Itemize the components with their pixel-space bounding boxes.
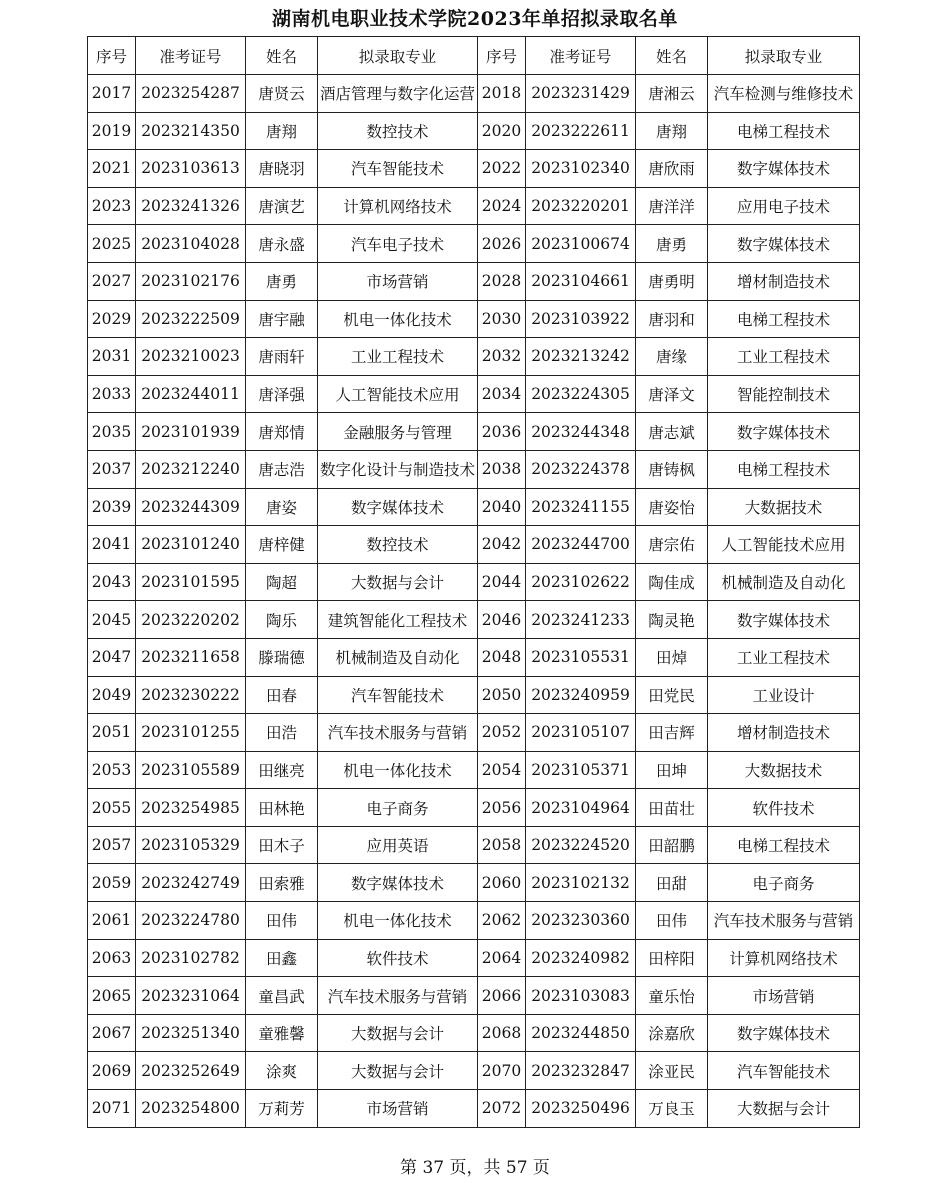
- column-header-exam-number: 准考证号: [136, 37, 246, 75]
- cell-seq-number: 2046: [478, 601, 526, 639]
- cell-student-name: 唐志浩: [246, 450, 318, 488]
- cell-admitted-major: 应用英语: [318, 826, 478, 864]
- cell-exam-number: 2023242749: [136, 864, 246, 902]
- cell-student-name: 童昌武: [246, 977, 318, 1015]
- cell-seq-number: 2047: [88, 638, 136, 676]
- cell-seq-number: 2065: [88, 977, 136, 1015]
- cell-seq-number: 2030: [478, 300, 526, 338]
- cell-student-name: 田党民: [636, 676, 708, 714]
- cell-seq-number: 2018: [478, 75, 526, 113]
- cell-admitted-major: 应用电子技术: [708, 187, 860, 225]
- cell-student-name: 田甜: [636, 864, 708, 902]
- cell-admitted-major: 电梯工程技术: [708, 112, 860, 150]
- cell-seq-number: 2036: [478, 413, 526, 451]
- table-row: [88, 112, 860, 150]
- table-row: [88, 789, 860, 827]
- table-row: [88, 225, 860, 263]
- cell-seq-number: 2069: [88, 1052, 136, 1090]
- cell-student-name: 田伟: [636, 902, 708, 940]
- cell-seq-number: 2017: [88, 75, 136, 113]
- cell-student-name: 唐宇融: [246, 300, 318, 338]
- cell-exam-number: 2023212240: [136, 450, 246, 488]
- cell-student-name: 陶灵艳: [636, 601, 708, 639]
- column-header-exam-number: 准考证号: [526, 37, 636, 75]
- cell-admitted-major: 酒店管理与数字化运营: [318, 75, 478, 113]
- cell-admitted-major: 数字媒体技术: [708, 413, 860, 451]
- cell-admitted-major: 数字媒体技术: [708, 1014, 860, 1052]
- cell-admitted-major: 工业工程技术: [708, 338, 860, 376]
- cell-exam-number: 2023230360: [526, 902, 636, 940]
- cell-seq-number: 2024: [478, 187, 526, 225]
- cell-exam-number: 2023224520: [526, 826, 636, 864]
- cell-seq-number: 2053: [88, 751, 136, 789]
- table-row: [88, 488, 860, 526]
- cell-admitted-major: 数字媒体技术: [708, 225, 860, 263]
- cell-student-name: 唐勇: [246, 262, 318, 300]
- cell-seq-number: 2042: [478, 526, 526, 564]
- cell-seq-number: 2040: [478, 488, 526, 526]
- cell-student-name: 唐郑情: [246, 413, 318, 451]
- cell-student-name: 田坤: [636, 751, 708, 789]
- cell-admitted-major: 大数据与会计: [708, 1090, 860, 1128]
- cell-exam-number: 2023102340: [526, 150, 636, 188]
- cell-admitted-major: 电子商务: [318, 789, 478, 827]
- cell-student-name: 田伟: [246, 902, 318, 940]
- cell-exam-number: 2023244309: [136, 488, 246, 526]
- cell-admitted-major: 数控技术: [318, 112, 478, 150]
- cell-exam-number: 2023100674: [526, 225, 636, 263]
- cell-seq-number: 2022: [478, 150, 526, 188]
- cell-seq-number: 2066: [478, 977, 526, 1015]
- cell-seq-number: 2068: [478, 1014, 526, 1052]
- cell-admitted-major: 计算机网络技术: [318, 187, 478, 225]
- cell-exam-number: 2023254985: [136, 789, 246, 827]
- cell-exam-number: 2023103613: [136, 150, 246, 188]
- cell-admitted-major: 机电一体化技术: [318, 300, 478, 338]
- admission-list-table: [87, 36, 860, 1128]
- cell-seq-number: 2044: [478, 563, 526, 601]
- cell-exam-number: 2023224378: [526, 450, 636, 488]
- cell-exam-number: 2023244011: [136, 375, 246, 413]
- table-row: [88, 902, 860, 940]
- cell-exam-number: 2023104661: [526, 262, 636, 300]
- cell-admitted-major: 市场营销: [708, 977, 860, 1015]
- cell-student-name: 陶超: [246, 563, 318, 601]
- cell-student-name: 唐志斌: [636, 413, 708, 451]
- cell-student-name: 唐贤云: [246, 75, 318, 113]
- cell-exam-number: 2023213242: [526, 338, 636, 376]
- cell-admitted-major: 增材制造技术: [708, 714, 860, 752]
- cell-admitted-major: 工业工程技术: [318, 338, 478, 376]
- cell-exam-number: 2023101595: [136, 563, 246, 601]
- cell-seq-number: 2037: [88, 450, 136, 488]
- cell-student-name: 陶佳成: [636, 563, 708, 601]
- cell-admitted-major: 大数据技术: [708, 488, 860, 526]
- cell-seq-number: 2034: [478, 375, 526, 413]
- table-row: [88, 939, 860, 977]
- cell-student-name: 田浩: [246, 714, 318, 752]
- cell-seq-number: 2023: [88, 187, 136, 225]
- cell-seq-number: 2038: [478, 450, 526, 488]
- cell-student-name: 万莉芳: [246, 1090, 318, 1128]
- cell-exam-number: 2023240959: [526, 676, 636, 714]
- cell-student-name: 田林艳: [246, 789, 318, 827]
- cell-admitted-major: 汽车智能技术: [318, 150, 478, 188]
- table-row: [88, 601, 860, 639]
- cell-exam-number: 2023222611: [526, 112, 636, 150]
- cell-seq-number: 2041: [88, 526, 136, 564]
- cell-exam-number: 2023214350: [136, 112, 246, 150]
- table-row: [88, 826, 860, 864]
- cell-student-name: 唐勇明: [636, 262, 708, 300]
- cell-student-name: 田焯: [636, 638, 708, 676]
- cell-seq-number: 2063: [88, 939, 136, 977]
- table-row: [88, 413, 860, 451]
- cell-exam-number: 2023104964: [526, 789, 636, 827]
- cell-student-name: 唐洋洋: [636, 187, 708, 225]
- cell-student-name: 唐姿怡: [636, 488, 708, 526]
- table-row: [88, 864, 860, 902]
- table-row: [88, 714, 860, 752]
- cell-seq-number: 2031: [88, 338, 136, 376]
- cell-exam-number: 2023232847: [526, 1052, 636, 1090]
- cell-admitted-major: 市场营销: [318, 262, 478, 300]
- cell-admitted-major: 智能控制技术: [708, 375, 860, 413]
- cell-student-name: 田鑫: [246, 939, 318, 977]
- cell-admitted-major: 汽车智能技术: [318, 676, 478, 714]
- cell-admitted-major: 机电一体化技术: [318, 902, 478, 940]
- table-body: [88, 75, 860, 1128]
- cell-seq-number: 2048: [478, 638, 526, 676]
- cell-exam-number: 2023105329: [136, 826, 246, 864]
- cell-admitted-major: 工业工程技术: [708, 638, 860, 676]
- cell-student-name: 滕瑞德: [246, 638, 318, 676]
- cell-exam-number: 2023105589: [136, 751, 246, 789]
- cell-seq-number: 2027: [88, 262, 136, 300]
- cell-admitted-major: 软件技术: [708, 789, 860, 827]
- cell-admitted-major: 汽车技术服务与营销: [318, 714, 478, 752]
- cell-admitted-major: 数字媒体技术: [318, 864, 478, 902]
- table-row: [88, 450, 860, 488]
- cell-seq-number: 2025: [88, 225, 136, 263]
- cell-admitted-major: 汽车电子技术: [318, 225, 478, 263]
- cell-exam-number: 2023252649: [136, 1052, 246, 1090]
- cell-admitted-major: 汽车技术服务与营销: [318, 977, 478, 1015]
- cell-seq-number: 2050: [478, 676, 526, 714]
- cell-exam-number: 2023220201: [526, 187, 636, 225]
- cell-seq-number: 2049: [88, 676, 136, 714]
- cell-admitted-major: 电梯工程技术: [708, 450, 860, 488]
- cell-seq-number: 2062: [478, 902, 526, 940]
- cell-admitted-major: 数字媒体技术: [708, 150, 860, 188]
- table-header-row: [88, 37, 860, 75]
- cell-exam-number: 2023101240: [136, 526, 246, 564]
- cell-student-name: 田梓阳: [636, 939, 708, 977]
- cell-student-name: 涂亚民: [636, 1052, 708, 1090]
- cell-admitted-major: 大数据与会计: [318, 563, 478, 601]
- cell-admitted-major: 机电一体化技术: [318, 751, 478, 789]
- cell-admitted-major: 计算机网络技术: [708, 939, 860, 977]
- cell-exam-number: 2023102622: [526, 563, 636, 601]
- cell-student-name: 唐翔: [636, 112, 708, 150]
- cell-student-name: 唐翔: [246, 112, 318, 150]
- column-header-student-name: 姓名: [636, 37, 708, 75]
- cell-exam-number: 2023254800: [136, 1090, 246, 1128]
- cell-seq-number: 2026: [478, 225, 526, 263]
- cell-admitted-major: 金融服务与管理: [318, 413, 478, 451]
- cell-admitted-major: 增材制造技术: [708, 262, 860, 300]
- cell-exam-number: 2023230222: [136, 676, 246, 714]
- cell-seq-number: 2021: [88, 150, 136, 188]
- cell-student-name: 唐永盛: [246, 225, 318, 263]
- cell-admitted-major: 电梯工程技术: [708, 300, 860, 338]
- cell-student-name: 童雅馨: [246, 1014, 318, 1052]
- cell-admitted-major: 数字化设计与制造技术: [318, 450, 478, 488]
- cell-exam-number: 2023104028: [136, 225, 246, 263]
- table-row: [88, 75, 860, 113]
- cell-exam-number: 2023224305: [526, 375, 636, 413]
- cell-exam-number: 2023240982: [526, 939, 636, 977]
- cell-admitted-major: 建筑智能化工程技术: [318, 601, 478, 639]
- cell-exam-number: 2023241155: [526, 488, 636, 526]
- cell-student-name: 田春: [246, 676, 318, 714]
- cell-admitted-major: 机械制造及自动化: [318, 638, 478, 676]
- cell-student-name: 田苗壮: [636, 789, 708, 827]
- cell-seq-number: 2061: [88, 902, 136, 940]
- page-footer: 第 37 页，共 57 页: [400, 1158, 550, 1178]
- column-header-student-name: 姓名: [246, 37, 318, 75]
- table-row: [88, 1014, 860, 1052]
- cell-admitted-major: 工业设计: [708, 676, 860, 714]
- cell-exam-number: 2023102782: [136, 939, 246, 977]
- table-row: [88, 150, 860, 188]
- cell-exam-number: 2023103083: [526, 977, 636, 1015]
- cell-admitted-major: 电子商务: [708, 864, 860, 902]
- cell-seq-number: 2051: [88, 714, 136, 752]
- cell-seq-number: 2019: [88, 112, 136, 150]
- cell-exam-number: 2023244850: [526, 1014, 636, 1052]
- cell-seq-number: 2071: [88, 1090, 136, 1128]
- cell-seq-number: 2020: [478, 112, 526, 150]
- table-row: [88, 563, 860, 601]
- cell-student-name: 童乐怡: [636, 977, 708, 1015]
- cell-seq-number: 2029: [88, 300, 136, 338]
- cell-student-name: 陶乐: [246, 601, 318, 639]
- cell-exam-number: 2023210023: [136, 338, 246, 376]
- cell-seq-number: 2045: [88, 601, 136, 639]
- table-row: [88, 1090, 860, 1128]
- cell-student-name: 唐梓健: [246, 526, 318, 564]
- cell-exam-number: 2023251340: [136, 1014, 246, 1052]
- table-row: [88, 977, 860, 1015]
- cell-exam-number: 2023101939: [136, 413, 246, 451]
- cell-seq-number: 2039: [88, 488, 136, 526]
- document-title: 湖南机电职业技术学院2023年单招拟录取名单: [272, 8, 678, 30]
- column-header-admitted-major: 拟录取专业: [708, 37, 860, 75]
- cell-exam-number: 2023105531: [526, 638, 636, 676]
- table-row: [88, 300, 860, 338]
- cell-exam-number: 2023241326: [136, 187, 246, 225]
- cell-exam-number: 2023102176: [136, 262, 246, 300]
- cell-admitted-major: 人工智能技术应用: [318, 375, 478, 413]
- cell-student-name: 唐勇: [636, 225, 708, 263]
- cell-student-name: 唐湘云: [636, 75, 708, 113]
- cell-student-name: 涂爽: [246, 1052, 318, 1090]
- cell-student-name: 田索雅: [246, 864, 318, 902]
- table-row: [88, 338, 860, 376]
- cell-seq-number: 2060: [478, 864, 526, 902]
- cell-admitted-major: 数字媒体技术: [318, 488, 478, 526]
- cell-student-name: 田吉辉: [636, 714, 708, 752]
- cell-student-name: 唐泽文: [636, 375, 708, 413]
- table-row: [88, 1052, 860, 1090]
- table-row: [88, 187, 860, 225]
- cell-admitted-major: 数字媒体技术: [708, 601, 860, 639]
- cell-exam-number: 2023244348: [526, 413, 636, 451]
- cell-student-name: 唐欣雨: [636, 150, 708, 188]
- cell-exam-number: 2023231429: [526, 75, 636, 113]
- cell-seq-number: 2035: [88, 413, 136, 451]
- cell-student-name: 田继亮: [246, 751, 318, 789]
- cell-seq-number: 2057: [88, 826, 136, 864]
- cell-seq-number: 2064: [478, 939, 526, 977]
- cell-exam-number: 2023250496: [526, 1090, 636, 1128]
- cell-exam-number: 2023222509: [136, 300, 246, 338]
- cell-admitted-major: 机械制造及自动化: [708, 563, 860, 601]
- cell-seq-number: 2058: [478, 826, 526, 864]
- table-row: [88, 676, 860, 714]
- cell-admitted-major: 市场营销: [318, 1090, 478, 1128]
- cell-seq-number: 2054: [478, 751, 526, 789]
- cell-seq-number: 2033: [88, 375, 136, 413]
- cell-exam-number: 2023105371: [526, 751, 636, 789]
- cell-admitted-major: 数控技术: [318, 526, 478, 564]
- table-row: [88, 638, 860, 676]
- cell-student-name: 唐晓羽: [246, 150, 318, 188]
- cell-exam-number: 2023105107: [526, 714, 636, 752]
- cell-exam-number: 2023244700: [526, 526, 636, 564]
- cell-admitted-major: 大数据与会计: [318, 1014, 478, 1052]
- cell-exam-number: 2023220202: [136, 601, 246, 639]
- cell-exam-number: 2023102132: [526, 864, 636, 902]
- column-header-admitted-major: 拟录取专业: [318, 37, 478, 75]
- cell-seq-number: 2056: [478, 789, 526, 827]
- table-row: [88, 526, 860, 564]
- table-row: [88, 262, 860, 300]
- cell-student-name: 万良玉: [636, 1090, 708, 1128]
- cell-seq-number: 2028: [478, 262, 526, 300]
- cell-exam-number: 2023103922: [526, 300, 636, 338]
- cell-admitted-major: 汽车技术服务与营销: [708, 902, 860, 940]
- cell-exam-number: 2023224780: [136, 902, 246, 940]
- cell-seq-number: 2032: [478, 338, 526, 376]
- cell-seq-number: 2059: [88, 864, 136, 902]
- cell-admitted-major: 人工智能技术应用: [708, 526, 860, 564]
- cell-student-name: 田韶鹏: [636, 826, 708, 864]
- cell-student-name: 唐演艺: [246, 187, 318, 225]
- cell-exam-number: 2023231064: [136, 977, 246, 1015]
- cell-exam-number: 2023211658: [136, 638, 246, 676]
- cell-student-name: 田木子: [246, 826, 318, 864]
- cell-student-name: 唐泽强: [246, 375, 318, 413]
- table-row: [88, 375, 860, 413]
- cell-seq-number: 2055: [88, 789, 136, 827]
- cell-admitted-major: 软件技术: [318, 939, 478, 977]
- cell-student-name: 唐姿: [246, 488, 318, 526]
- cell-admitted-major: 大数据与会计: [318, 1052, 478, 1090]
- table-row: [88, 751, 860, 789]
- cell-seq-number: 2072: [478, 1090, 526, 1128]
- column-header-seq-number: 序号: [88, 37, 136, 75]
- column-header-seq-number: 序号: [478, 37, 526, 75]
- cell-seq-number: 2043: [88, 563, 136, 601]
- cell-seq-number: 2067: [88, 1014, 136, 1052]
- cell-admitted-major: 电梯工程技术: [708, 826, 860, 864]
- cell-exam-number: 2023101255: [136, 714, 246, 752]
- cell-student-name: 唐宗佑: [636, 526, 708, 564]
- cell-student-name: 唐雨轩: [246, 338, 318, 376]
- cell-student-name: 唐铸枫: [636, 450, 708, 488]
- cell-admitted-major: 汽车智能技术: [708, 1052, 860, 1090]
- cell-admitted-major: 汽车检测与维修技术: [708, 75, 860, 113]
- cell-exam-number: 2023241233: [526, 601, 636, 639]
- cell-exam-number: 2023254287: [136, 75, 246, 113]
- cell-admitted-major: 大数据技术: [708, 751, 860, 789]
- cell-seq-number: 2070: [478, 1052, 526, 1090]
- cell-student-name: 唐羽和: [636, 300, 708, 338]
- cell-student-name: 唐缘: [636, 338, 708, 376]
- cell-seq-number: 2052: [478, 714, 526, 752]
- cell-student-name: 涂嘉欣: [636, 1014, 708, 1052]
